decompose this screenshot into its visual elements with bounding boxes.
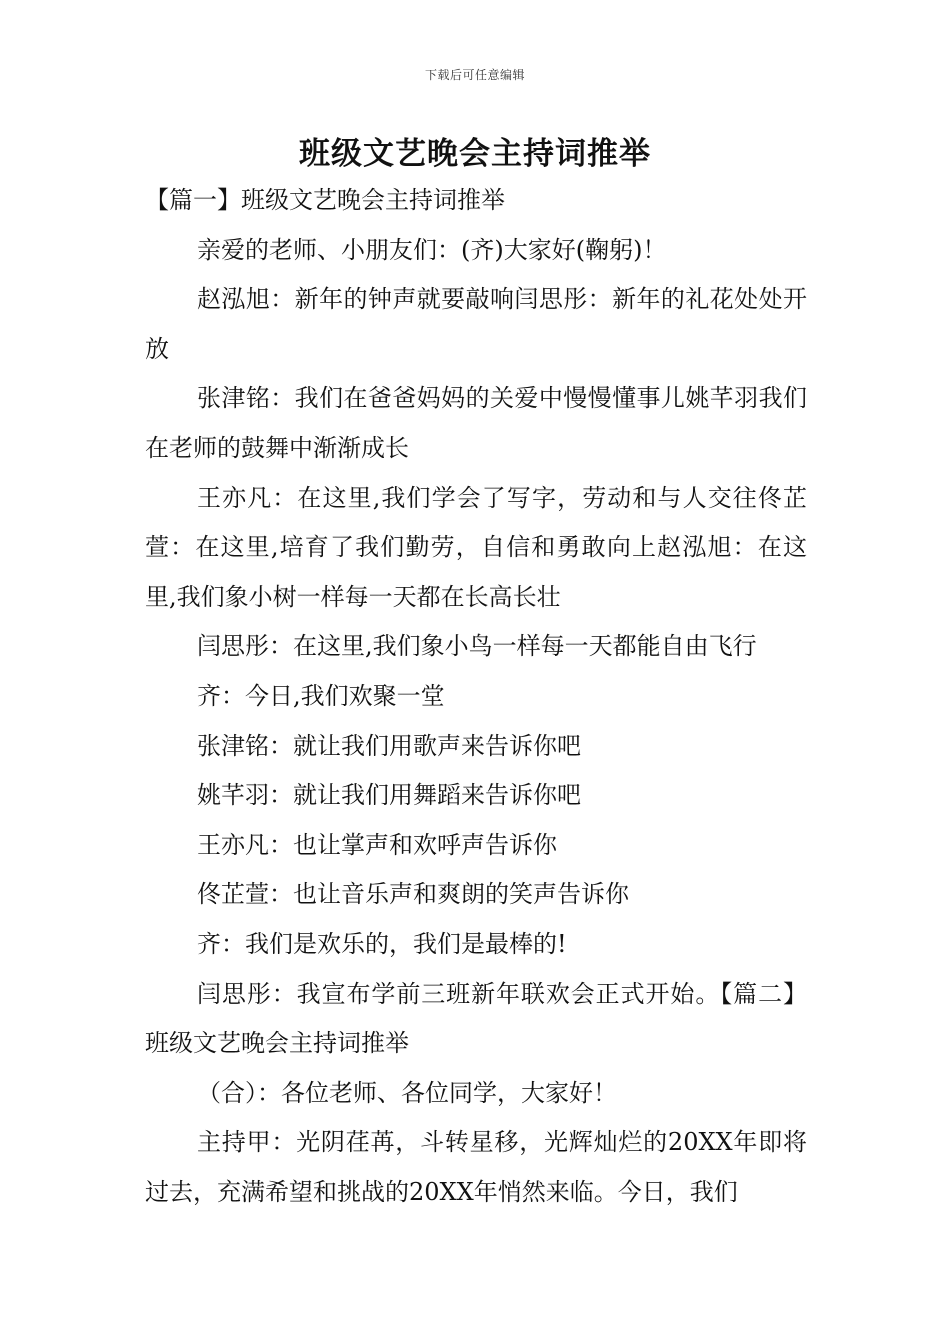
paragraph: 佟芷萱：也让音乐声和爽朗的笑声告诉你 bbox=[197, 880, 629, 909]
paragraph: 姚芊羽：就让我们用舞蹈来告诉你吧 bbox=[197, 781, 581, 810]
paragraph: 齐：今日,我们欢聚一堂 bbox=[197, 681, 445, 710]
paragraph: 王亦凡：在这里,我们学会了写字，劳动和与人交往佟芷萱：在这里,培育了我们勤劳，自信和勇敢向上赵泓旭：在这里,我们象小树一样每一天都在长高长壮 bbox=[145, 483, 807, 611]
header-note: 下载后可任意编辑 bbox=[424, 68, 525, 82]
paragraph: 亲爱的老师、小朋友们：(齐)大家好(鞠躬)！ bbox=[197, 235, 667, 264]
paragraph: （合）：各位老师、各位同学，大家好！ bbox=[197, 1078, 617, 1107]
paragraph: 闫思彤：在这里,我们象小鸟一样每一天都能自由飞行 bbox=[197, 632, 757, 661]
section-heading: 【篇一】班级文艺晚会主持词推举 bbox=[145, 186, 505, 214]
paragraph: 赵泓旭：新年的钟声就要敲响闫思彤：新年的礼花处处开放 bbox=[145, 285, 807, 363]
paragraph: 闫思彤：我宣布学前三班新年联欢会正式开始。【篇二】班级文艺晚会主持词推举 bbox=[145, 979, 807, 1058]
paragraph: 张津铭：就让我们用歌声来告诉你吧 bbox=[197, 731, 581, 760]
paragraph: 王亦凡：也让掌声和欢呼声告诉你 bbox=[197, 830, 557, 859]
paragraph: 主持甲：光阴荏苒，斗转星移，光辉灿烂的20XX年即将过去，充满希望和挑战的20XX年悄然来临。今日，我们 bbox=[145, 1128, 807, 1206]
document-title: 班级文艺晚会主持词推举 bbox=[299, 136, 651, 172]
document-body bbox=[145, 176, 807, 1217]
paragraph: 齐：我们是欢乐的，我们是最棒的! bbox=[197, 929, 567, 958]
paragraph: 张津铭：我们在爸爸妈妈的关爱中慢慢懂事儿姚芊羽我们在老师的鼓舞中渐渐成长 bbox=[145, 384, 807, 462]
